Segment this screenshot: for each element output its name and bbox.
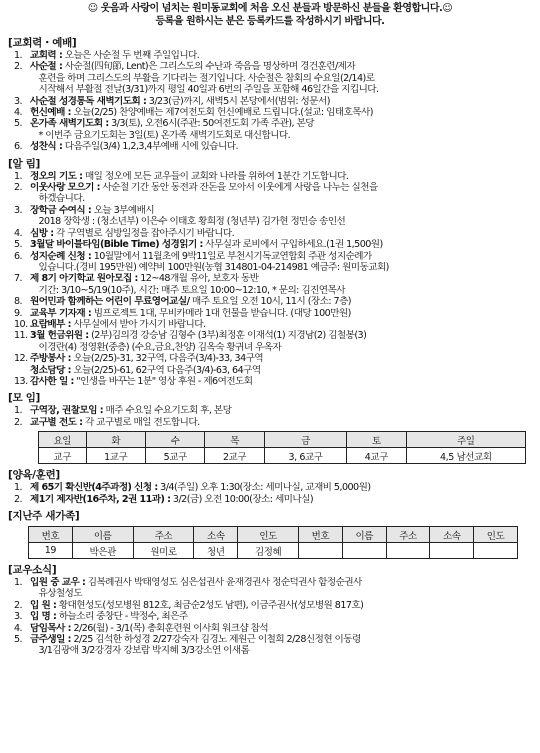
item-text: 매주 토요일 오전 10시, 11시 (장소: 7층) (192, 296, 351, 308)
item-text: 3/1김광애 3/2강경자 강보람 박지혜 3/3강소연 이새롬 (38, 645, 250, 657)
list-item (8, 296, 532, 307)
item-label: 감사한 일 : (30, 375, 74, 387)
list-item (8, 61, 532, 72)
item-text: 사순절(四旬節, Lent)은 그리스도의 수난과 죽음을 명상하며 경건훈련/제자 (64, 61, 356, 73)
item-label: 성찬식 : (30, 141, 63, 153)
list-item (8, 130, 532, 141)
item-text: 황대현성도(성모병원 812호, 최금순2성도 남편), 이금주권사(성모병원 817호) (58, 599, 364, 611)
item-number: 4. (14, 107, 23, 119)
item-label: 이웃사랑 모으기 : (30, 182, 100, 194)
item-number: 10. (14, 318, 28, 330)
list-item (8, 96, 532, 107)
item-label: 원어민과 함께하는 어린이 무료영어교실/ (30, 296, 190, 308)
list-item (8, 141, 532, 152)
list-item (8, 330, 532, 341)
list-item (8, 634, 532, 645)
list-item (8, 216, 532, 227)
item-number: 3. (14, 95, 23, 107)
list-item (8, 645, 532, 656)
item-number: 2. (14, 182, 23, 194)
list-item (8, 611, 532, 622)
item-label: 성지순례 신청 : (30, 250, 92, 262)
list-item (8, 193, 532, 204)
item-number: 12. (14, 353, 28, 365)
section-title: [양육/훈련] (8, 469, 60, 482)
table-header-cell: 이름 (72, 527, 133, 543)
list-item (8, 623, 532, 634)
list-item (8, 319, 532, 330)
notices-section (8, 158, 532, 388)
item-text: 다음주일(3/4) 1,2,3,4부예배 시에 있습니다. (64, 141, 238, 153)
table-cell: 4교구 (347, 448, 406, 464)
table-header-cell: 번호 (299, 527, 343, 543)
item-label: 사순절 : (30, 61, 63, 73)
new-family-table (28, 526, 518, 559)
item-text: 3/4(주일) 오후 1:30(장소: 세미나실, 교재비 5,000원) (160, 482, 371, 494)
list-item (8, 262, 532, 273)
list-item (8, 376, 532, 387)
worship-list (8, 50, 532, 153)
item-label: 담임목사 : (30, 622, 71, 634)
item-text: 매일 정오에 모든 교우들이 교회와 나라를 위하여 1분간 기도합니다. (84, 170, 349, 182)
item-text: 기간: 3/10~5/19(10주), 시간: 매주 토요일 10:00~12:10, * 문의: 김진연목사 (38, 284, 345, 296)
item-text: 사순절 기간 동안 동전과 잔돈을 모아서 이웃에게 사랑을 나누는 실천을 (102, 182, 378, 194)
item-text: 12~48개월 유아, 보호자 동반 (140, 273, 259, 285)
list-item (8, 417, 532, 428)
table-row (39, 448, 526, 464)
table-cell: 3, 6교구 (264, 448, 346, 464)
members-news-section (8, 564, 532, 657)
item-text: (2부)김의경 강승남 김형수 (3부)최정훈 이재석(1) 지경남(2) 김철봉(3) (91, 330, 367, 342)
item-text: 하늘소리 중창단 - 박정수, 최은주 (58, 611, 188, 623)
item-number: 9. (14, 307, 23, 319)
item-number: 11. (14, 330, 28, 342)
item-label: 제1기 제자반(16주차, 2권 11과) : (30, 493, 171, 505)
table-cell (386, 543, 430, 559)
item-number: 7. (14, 273, 23, 285)
item-number: 1. (14, 50, 23, 61)
table-header-cell: 토 (347, 432, 406, 448)
item-text: 오늘(2/25) 찬양예배는 제7여전도회 헌신예배로 드립니다.(설교: 임태호목사) (73, 107, 373, 119)
table-cell (342, 543, 386, 559)
list-item (8, 588, 532, 599)
table-cell: 1교구 (86, 448, 145, 464)
item-text: 있습니다.(경비 195만원) 예약비 100만원(농협 314801-04-214981 예금주: 원미동교회) (38, 261, 389, 273)
list-item (8, 600, 532, 611)
table-header-cell: 금 (264, 432, 346, 448)
item-text: 매주 수요일 수요기도회 후, 본당 (105, 405, 232, 417)
table-header-cell: 수 (145, 432, 204, 448)
item-label: 금주생일 : (30, 634, 71, 646)
item-number: 3. (14, 204, 23, 216)
section-title: [지난주 새가족] (8, 510, 80, 522)
list-item (8, 73, 532, 84)
item-number: 2. (14, 61, 23, 73)
table-header-cell: 번호 (29, 527, 73, 543)
item-label: 입원 중 교우 : (30, 577, 86, 588)
list-item (8, 239, 532, 250)
item-number: 8. (14, 296, 23, 308)
list-item (8, 107, 532, 118)
school-schedule-table (38, 431, 526, 464)
item-label: 제 65기 확신반(4주과정) 신청 : (30, 482, 158, 494)
item-text: 훈련을 하며 그리스도의 부활을 기다리는 절기입니다. 사순절은 참회의 수요일(2/14)로 (38, 72, 375, 84)
table-cell (299, 543, 343, 559)
table-header-cell: 주소 (386, 527, 430, 543)
table-header-cell: 목 (205, 432, 264, 448)
item-label: 요람배부 : (30, 318, 71, 330)
table-header-row (29, 527, 518, 543)
meetings-list (8, 405, 532, 428)
list-item (8, 182, 532, 193)
item-label: 교육부 기자재 : (30, 307, 92, 319)
table-cell: 4,5 남선교회 (406, 448, 525, 464)
item-text: 3/3(토), 오전6시(주관: 50여전도회 가족 주관), 본당 (111, 118, 314, 130)
list-item (8, 577, 532, 588)
table-cell: 5교구 (145, 448, 204, 464)
item-number: 4. (14, 622, 23, 634)
item-number: 3. (14, 611, 23, 623)
notices-list (8, 171, 532, 388)
section-title: [교우소식] (8, 564, 57, 576)
item-label: 입 명 : (30, 611, 57, 623)
table-cell: 2교구 (205, 448, 264, 464)
list-item (8, 342, 532, 353)
list-item (8, 353, 532, 364)
item-text: 10월말에서 11월초에 9박11일로 부천시기독교연합회 주관 성지순례가 (93, 250, 372, 262)
table-header-cell: 이름 (342, 527, 386, 543)
item-text: 3/2(금) 오전 10:00(장소: 세미나실) (172, 493, 314, 505)
training-section (8, 469, 532, 505)
list-item (8, 405, 532, 416)
table-cell: 원미로 (133, 543, 194, 559)
section-title: [알 림] (8, 157, 41, 170)
list-item (8, 482, 532, 493)
item-text: 2018 장학생 : (청소년부) 이은수 이태호 황희정 (청년부) 김가현 정민승 송인선 (38, 216, 346, 228)
item-number: 6. (14, 250, 23, 262)
list-item (8, 171, 532, 182)
item-number: 1. (14, 405, 23, 417)
list-item (8, 118, 532, 129)
item-number: 5. (14, 634, 23, 646)
item-text: 2/26(월) - 3/1(목) 총회훈련원 이사회 워크샵 참석 (73, 622, 269, 634)
item-text: 오늘(2/25)-31, 32구역, 다음주(3/4)-33, 34구역 (73, 353, 264, 365)
item-number: 4. (14, 227, 23, 239)
item-number: 2. (14, 416, 23, 428)
item-text: 유상철성도 (38, 588, 83, 600)
list-item (8, 308, 532, 319)
new-family-section (8, 510, 532, 559)
item-label: 사순절 성경통독 새벽기도회 : (30, 95, 147, 107)
members-list (8, 577, 532, 657)
item-text: 3/23(금)까지, 새벽5시 본당에서(범위: 성문서) (148, 95, 330, 107)
table-header-cell: 요일 (39, 432, 87, 448)
item-text: 김복례권사 박태영성도 심은섭권사 윤재경권사 정순덕권사 함정순권사 (87, 577, 362, 588)
table-cell (474, 543, 518, 559)
welcome-line-2: 등록을 원하시는 분은 등록카드를 작성하시기 바랍니다. (155, 15, 385, 27)
item-label: 심방 : (30, 227, 54, 239)
item-label: 3월 헌금위원 : (30, 330, 89, 342)
item-number: 2. (14, 493, 23, 505)
item-text: "인생을 바꾸는 1분" 영상 후원 - 제6여전도회 (76, 375, 253, 387)
table-cell (430, 543, 474, 559)
item-text: 2/25 김석한 하성경 2/27강숙자 김경노 제원근 이철희 2/28신정현 이동령 (73, 634, 361, 646)
table-cell: 김정혜 (238, 543, 299, 559)
section-title: [모 임] (8, 392, 41, 405)
table-header-cell: 주일 (406, 432, 525, 448)
list-item (8, 84, 532, 95)
list-item (8, 251, 532, 262)
table-cell: 청년 (194, 543, 238, 559)
item-label: 교구별 전도 : (30, 416, 83, 428)
list-item (8, 50, 532, 61)
table-header-cell: 주소 (133, 527, 194, 543)
welcome-banner (8, 3, 532, 28)
list-item (8, 365, 532, 376)
item-label: 헌신예배 : (30, 107, 71, 119)
item-text: 시작해서 부활절 전날(3/31)까지 평일 40일과 6번의 주일을 포함해 46일간을 지킵니다. (38, 84, 379, 96)
item-label: 제 8기 아기학교 원아모집 : (30, 273, 138, 285)
item-label: 정오의 기도 : (30, 170, 83, 182)
item-label: 입 원 : (30, 599, 57, 611)
table-header-cell: 인도 (474, 527, 518, 543)
item-number: 1. (14, 170, 23, 182)
item-label: 주방봉사 : (30, 353, 71, 365)
item-label: 교회력 : (30, 50, 63, 61)
item-text: 빔프로젝트 1대, 무비카메라 1대 헌물을 받습니다. (대당 100만원) (93, 307, 351, 319)
item-text: 사무실과 로비에서 구입하세요.(1권 1,500원) (205, 239, 383, 251)
worship-section (8, 37, 532, 153)
item-number: 6. (14, 141, 23, 153)
training-list (8, 482, 532, 505)
item-number: 2. (14, 599, 23, 611)
table-header-cell: 소속 (194, 527, 238, 543)
item-label: 장학금 수여식 : (30, 204, 92, 216)
item-text: 각 구역별로 심방일정을 잡아주시기 바랍니다. (56, 227, 235, 239)
item-text: 각 교구별로 매일 전도합니다. (84, 416, 200, 428)
table-header-cell: 화 (86, 432, 145, 448)
item-text: 사무실에서 받아 가시기 바랍니다. (73, 318, 206, 330)
table-cell: 19 (29, 543, 73, 559)
item-text: 오늘(2/25)-61, 62구역 다음주(3/4)-63, 64구역 (73, 364, 261, 376)
item-text: * 이번주 금요기도회는 3일(토) 온가족 새벽기도회로 대신합니다. (38, 129, 291, 141)
item-number: 1. (14, 577, 23, 588)
table-header-row (39, 432, 526, 448)
list-item (8, 205, 532, 216)
item-text: 오늘 3부예배시 (93, 204, 155, 216)
list-item (8, 285, 532, 296)
welcome-line-1: ☺ 웃음과 사랑이 넘치는 원미동교회에 처음 오신 분들과 방문하신 분들을 환영합니다.☺ (87, 3, 453, 14)
item-number: 1. (14, 482, 23, 494)
item-number: 5. (14, 239, 23, 251)
table-cell: 교구 (39, 448, 87, 464)
item-label: 청소담당 : (30, 364, 71, 376)
table-header-cell: 소속 (430, 527, 474, 543)
list-item (8, 228, 532, 239)
item-text: 오늘은 사순절 두 번째 주일입니다. (64, 50, 200, 61)
table-row (29, 543, 518, 559)
list-item (8, 494, 532, 505)
item-label: 3월달 바이블타임(Bible Time) 성경읽기 : (30, 239, 203, 251)
section-title: [교회력・예배] (8, 37, 77, 49)
item-label: 온가족 새벽기도회 : (30, 118, 109, 130)
item-text: 하겠습니다. (38, 193, 85, 205)
item-label: 구역장, 권찰모임 : (30, 405, 103, 417)
table-cell: 박은관 (72, 543, 133, 559)
item-number: 13. (14, 375, 28, 387)
list-item (8, 273, 532, 284)
item-number: 5. (14, 118, 23, 130)
table-header-cell: 인도 (238, 527, 299, 543)
meetings-section (8, 392, 532, 464)
item-text: 이경란(4) 정영환(중층) (수요,금요,찬양) 김옥숙 황귀녀 우옥자 (38, 341, 282, 353)
